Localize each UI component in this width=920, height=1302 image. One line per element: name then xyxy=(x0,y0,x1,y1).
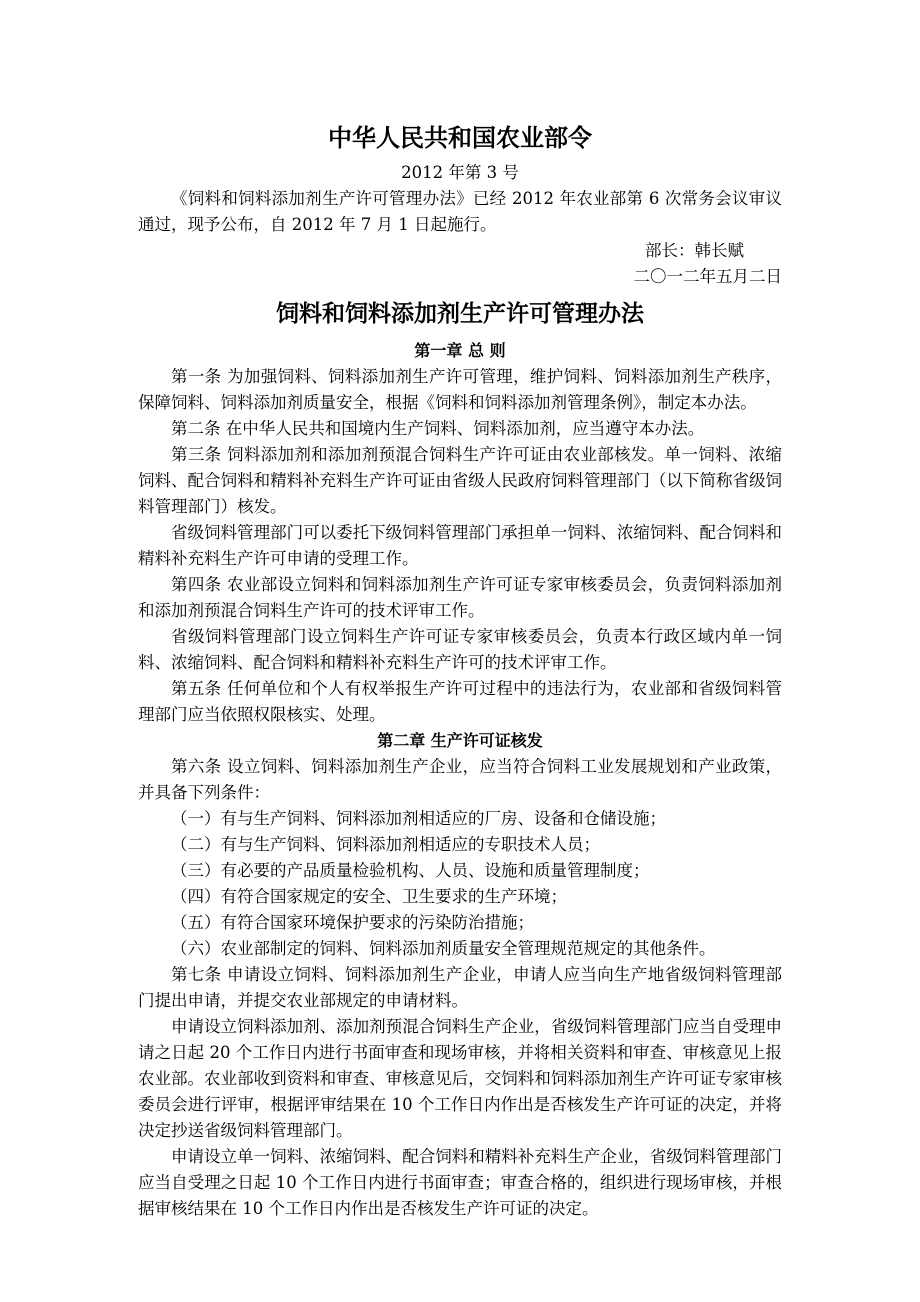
article-6: 第六条 设立饲料、饲料添加剂生产企业，应当符合饲料工业发展规划和产业政策，并具备下列条件： xyxy=(138,757,782,802)
decree-date: 二〇一二年五月二日 xyxy=(633,267,782,286)
article-7-paragraph-3: 申请设立单一饲料、浓缩饲料、配合饲料和精料补充料生产企业，省级饲料管理部门应当自受理之日起 10 个工作日内进行书面审查；审查合格的，组织进行现场审核，并根据审核结果在 10 个工作日内作出是否核发生产许可证的决定。 xyxy=(138,1147,782,1218)
condition-item: （一）有与生产饲料、饲料添加剂相适应的厂房、设备和仓储设施； xyxy=(171,809,666,828)
article-3-paragraph-2: 省级饲料管理部门可以委托下级饲料管理部门承担单一饲料、浓缩饲料、配合饲料和精料补充料生产许可申请的受理工作。 xyxy=(138,523,782,568)
article-3: 第三条 饲料添加剂和添加剂预混合饲料生产许可证由农业部核发。单一饲料、浓缩饲料、配合饲料和精料补充料生产许可证由省级人民政府饲料管理部门（以下简称省级饲料管理部门）核发。 xyxy=(138,445,782,516)
law-title: 饲料和饲料添加剂生产许可管理办法 xyxy=(276,301,644,327)
condition-item: （六）农业部制定的饲料、饲料添加剂质量安全管理规范规定的其他条件。 xyxy=(171,939,716,958)
article-2: 第二条 在中华人民共和国境内生产饲料、饲料添加剂，应当遵守本办法。 xyxy=(171,419,705,438)
document-page xyxy=(138,118,782,1222)
decree-intro: 《饲料和饲料添加剂生产许可管理办法》已经 2012 年农业部第 6 次常务会议审议通过，现予公布，自 2012 年 7 月 1 日起施行。 xyxy=(138,189,782,234)
decree-number: 2012 年第 3 号 xyxy=(401,163,519,182)
minister-signature: 部长：韩长赋 xyxy=(645,241,744,260)
article-7-paragraph-2: 申请设立饲料添加剂、添加剂预混合饲料生产企业，省级饲料管理部门应当自受理申请之日起 20 个工作日内进行书面审查和现场审核，并将相关资料和审查、审核意见上报农业部。农业部收到资料和审查、审核意见后，交饲料和饲料添加剂生产许可证专家审核委员会进行评审，根据评审结果在 10 个工作日内作出是否核发生产许可证的决定，并将决定抄送省级饲料管理部门。 xyxy=(138,1017,782,1140)
article-4-paragraph-2: 省级饲料管理部门设立饲料生产许可证专家审核委员会，负责本行政区域内单一饲料、浓缩饲料、配合饲料和精料补充料生产许可的技术评审工作。 xyxy=(138,627,782,672)
article-4: 第四条 农业部设立饲料和饲料添加剂生产许可证专家审核委员会，负责饲料添加剂和添加剂预混合饲料生产许可的技术评审工作。 xyxy=(138,575,782,620)
article-5: 第五条 任何单位和个人有权举报生产许可过程中的违法行为，农业部和省级饲料管理部门应当依照权限核实、处理。 xyxy=(138,679,782,724)
condition-item: （四）有符合国家规定的安全、卫生要求的生产环境； xyxy=(171,887,567,906)
condition-item: （二）有与生产饲料、饲料添加剂相适应的专职技术人员； xyxy=(171,835,600,854)
decree-title: 中华人民共和国农业部令 xyxy=(328,124,592,152)
condition-item: （三）有必要的产品质量检验机构、人员、设施和质量管理制度； xyxy=(171,861,650,880)
article-1: 第一条 为加强饲料、饲料添加剂生产许可管理，维护饲料、饲料添加剂生产秩序，保障饲料、饲料添加剂质量安全，根据《饲料和饲料添加剂管理条例》，制定本办法。 xyxy=(138,367,782,412)
chapter-1-heading: 第一章 总 则 xyxy=(414,341,506,360)
article-7: 第七条 申请设立饲料、饲料添加剂生产企业，申请人应当向生产地省级饲料管理部门提出申请，并提交农业部规定的申请材料。 xyxy=(138,965,782,1010)
condition-item: （五）有符合国家环境保护要求的污染防治措施； xyxy=(171,913,534,932)
chapter-2-heading: 第二章 生产许可证核发 xyxy=(377,731,543,750)
